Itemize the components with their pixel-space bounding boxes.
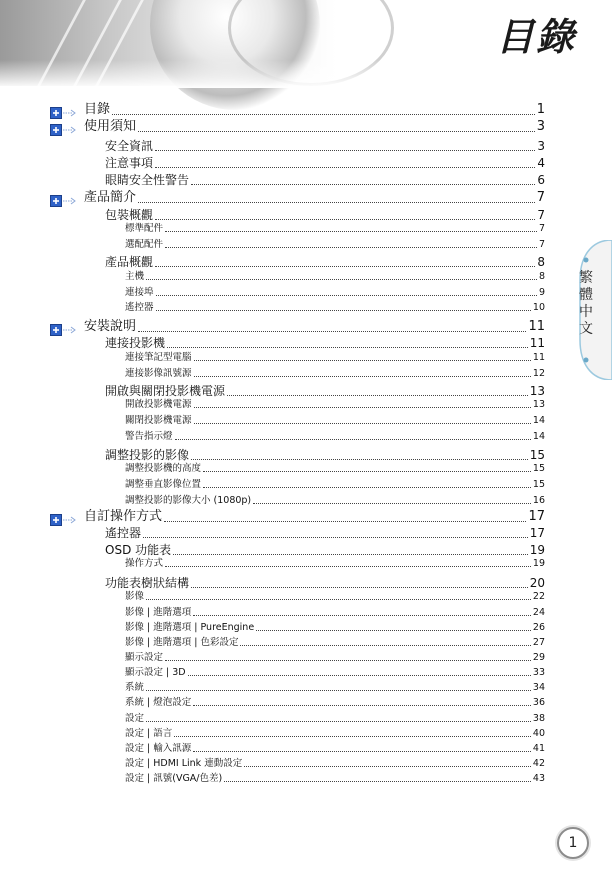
toc-entry[interactable] [0, 318, 612, 335]
toc-entry-title: 設定 | 語言 [125, 728, 173, 739]
toc-entry[interactable] [0, 727, 612, 740]
toc-entry[interactable] [0, 590, 612, 603]
toc-entry-page: 1 [536, 102, 545, 117]
toc-entry[interactable] [0, 222, 612, 235]
toc-entry-page: 7 [538, 239, 545, 250]
toc-entry-page: 38 [532, 713, 545, 724]
toc-entry[interactable] [0, 238, 612, 251]
toc-entry-title: 設定 | 輸入訊源 [125, 743, 192, 754]
toc-entry[interactable] [0, 367, 612, 380]
toc-entry[interactable] [0, 666, 612, 679]
toc-entry-page: 12 [532, 368, 545, 379]
toc-entry-page: 43 [532, 773, 545, 784]
toc-leader-dots [191, 459, 528, 460]
toc-entry[interactable] [0, 383, 612, 399]
toc-entry-title: 設定 [125, 713, 145, 724]
toc-leader-dots [165, 231, 537, 232]
toc-entry[interactable] [0, 101, 612, 118]
toc-entry-title: 功能表樹狀結構 [105, 576, 190, 590]
toc-entry[interactable] [0, 254, 612, 270]
toc-entry-page: 15 [532, 479, 545, 490]
toc-leader-dots [175, 439, 531, 440]
expand-plus-icon [50, 511, 76, 523]
toc-leader-dots [174, 736, 531, 737]
toc-entry-page: 27 [532, 637, 545, 648]
toc-leader-dots [156, 295, 537, 296]
toc-entry-title: 設定 | HDMI Link 連動設定 [125, 758, 243, 769]
toc-entry-page: 26 [532, 622, 545, 633]
toc-entry[interactable] [0, 138, 612, 154]
toc-leader-dots [164, 521, 526, 522]
toc-entry-page: 3 [536, 119, 545, 134]
page-title: 目錄 [495, 15, 576, 59]
toc-entry[interactable] [0, 557, 612, 570]
toc-entry-page: 29 [532, 652, 545, 663]
toc-entry-title: 調整投影機的高度 [125, 463, 202, 474]
toc-entry-page: 10 [532, 302, 545, 313]
toc-entry-page: 7 [537, 208, 545, 222]
toc-entry-title: 顯示設定 | 3D [125, 667, 186, 678]
toc-entry-title: 選配配件 [125, 239, 164, 250]
toc-entry[interactable] [0, 606, 612, 619]
toc-entry[interactable] [0, 478, 612, 491]
toc-entry-title: 標準配件 [125, 223, 164, 234]
toc-entry-title: 注意事項 [105, 156, 154, 170]
toc-entry[interactable] [0, 189, 612, 206]
toc-entry-page: 9 [538, 287, 545, 298]
toc-entry-title: 影像 | 進階選項 | 色彩設定 [125, 637, 239, 648]
toc-leader-dots [165, 566, 531, 567]
toc-entry-page: 24 [532, 607, 545, 618]
toc-leader-dots [155, 266, 535, 267]
toc-entry-page: 7 [538, 223, 545, 234]
banner-fade [0, 60, 612, 88]
toc-entry-title: 遙控器 [125, 302, 154, 313]
toc-entry-title: 主機 [125, 271, 145, 282]
toc-entry-title: 使用須知 [84, 119, 137, 134]
toc-entry-title: 調整投影的影像大小 (1080p) [125, 495, 252, 506]
toc-leader-dots [188, 675, 531, 676]
toc-entry-title: 安全資訊 [105, 139, 154, 153]
toc-entry-page: 16 [532, 495, 545, 506]
toc-entry-page: 34 [532, 682, 545, 693]
toc-entry-title: 設定 | 訊號(VGA/色差) [125, 773, 223, 784]
toc-leader-dots [194, 407, 531, 408]
toc-entry-title: 開啟投影機電源 [125, 399, 192, 410]
toc-leader-dots [227, 395, 528, 396]
toc-entry-title: 影像 | 進階選項 [125, 607, 192, 618]
toc-entry-page: 36 [532, 697, 545, 708]
toc-entry[interactable] [0, 155, 612, 171]
toc-leader-dots [194, 360, 531, 361]
toc-entry-page: 6 [537, 173, 545, 187]
toc-entry-title: 目錄 [84, 102, 111, 117]
toc-entry-page: 17 [529, 526, 545, 540]
toc-leader-dots [156, 310, 531, 311]
expand-plus-icon [50, 121, 76, 133]
toc-entry-page: 13 [532, 399, 545, 410]
toc-leader-dots [240, 645, 531, 646]
toc-entry-page: 13 [529, 384, 545, 398]
toc-leader-dots [138, 331, 526, 332]
toc-entry-page: 42 [532, 758, 545, 769]
toc-entry[interactable] [0, 270, 612, 283]
toc-entry[interactable] [0, 301, 612, 314]
toc-entry[interactable] [0, 414, 612, 427]
toc-entry[interactable] [0, 494, 612, 507]
toc-entry-title: 遙控器 [105, 526, 142, 540]
toc-entry[interactable] [0, 575, 612, 591]
toc-leader-dots [155, 167, 535, 168]
toc-entry-title: 警告指示燈 [125, 431, 173, 442]
toc-leader-dots [165, 660, 531, 661]
toc-entry[interactable] [0, 772, 612, 785]
toc-entry-page: 41 [532, 743, 545, 754]
toc-entry-page: 40 [532, 728, 545, 739]
toc-leader-dots [203, 487, 531, 488]
toc-entry-page: 19 [532, 558, 545, 569]
toc-entry[interactable] [0, 712, 612, 725]
toc-leader-dots [146, 279, 537, 280]
toc-entry-title: 影像 [125, 591, 145, 602]
toc-entry-title: 關閉投影機電源 [125, 415, 192, 426]
page-number: 1 [557, 827, 589, 859]
toc-entry-title: OSD 功能表 [105, 543, 172, 557]
expand-plus-icon [50, 192, 76, 204]
toc-entry-page: 14 [532, 415, 545, 426]
toc-entry-title: 產品概觀 [105, 255, 154, 269]
toc-entry[interactable] [0, 696, 612, 709]
toc-entry-title: 系統 | 燈泡設定 [125, 697, 192, 708]
toc-leader-dots [143, 537, 528, 538]
toc-leader-dots [256, 630, 531, 631]
toc-leader-dots [253, 503, 531, 504]
toc-entry[interactable] [0, 118, 612, 135]
toc-leader-dots [224, 781, 531, 782]
toc-entry[interactable] [0, 508, 612, 525]
toc-leader-dots [112, 114, 535, 115]
toc-entry-title: 包裝概觀 [105, 208, 154, 222]
toc-entry-title: 產品簡介 [84, 190, 137, 205]
toc-leader-dots [155, 150, 535, 151]
toc-entry[interactable] [0, 757, 612, 770]
side-tab-label: 繁體中文 [579, 270, 593, 337]
toc-entry-page: 22 [532, 591, 545, 602]
language-side-tab [560, 240, 612, 380]
toc-entry-title: 安裝說明 [84, 319, 137, 334]
toc-entry-title: 調整投影的影像 [105, 448, 190, 462]
expand-plus-icon [50, 321, 76, 333]
toc-leader-dots [194, 423, 531, 424]
toc-entry[interactable] [0, 525, 612, 541]
toc-entry-title: 連接影像訊號源 [125, 368, 192, 379]
toc-entry-page: 4 [537, 156, 545, 170]
toc-entry[interactable] [0, 286, 612, 299]
toc-leader-dots [138, 202, 535, 203]
toc-entry[interactable] [0, 447, 612, 463]
toc-entry-title: 系統 [125, 682, 145, 693]
toc-entry[interactable] [0, 636, 612, 649]
toc-entry-page: 14 [532, 431, 545, 442]
toc-entry[interactable] [0, 335, 612, 351]
toc-entry-title: 連接投影機 [105, 336, 166, 350]
toc-entry-page: 11 [532, 352, 545, 363]
toc-leader-dots [146, 690, 531, 691]
toc-leader-dots [173, 554, 528, 555]
toc-leader-dots [193, 615, 531, 616]
toc-entry-page: 11 [528, 319, 545, 334]
toc-entry-page: 17 [528, 509, 545, 524]
toc-entry-page: 7 [536, 190, 545, 205]
toc-entry[interactable] [0, 542, 612, 558]
toc-leader-dots [146, 721, 531, 722]
toc-entry[interactable] [0, 351, 612, 364]
toc-entry-title: 操作方式 [125, 558, 164, 569]
toc-entry[interactable] [0, 430, 612, 443]
toc-leader-dots [167, 347, 528, 348]
toc-entry-page: 33 [532, 667, 545, 678]
toc-leader-dots [244, 766, 531, 767]
toc-leader-dots [203, 471, 531, 472]
toc-entry[interactable] [0, 742, 612, 755]
toc-entry-page: 20 [529, 576, 545, 590]
toc-entry-page: 19 [529, 543, 545, 557]
toc-entry-title: 自訂操作方式 [84, 509, 163, 524]
toc-entry-page: 8 [537, 255, 545, 269]
toc-leader-dots [193, 751, 531, 752]
toc-entry-title: 連接筆記型電腦 [125, 352, 192, 363]
toc-entry[interactable] [0, 651, 612, 664]
toc-entry[interactable] [0, 398, 612, 411]
toc-leader-dots [191, 587, 528, 588]
toc-leader-dots [138, 131, 535, 132]
toc-entry[interactable] [0, 207, 612, 223]
toc-leader-dots [191, 184, 535, 185]
toc-entry-title: 眼睛安全性警告 [105, 173, 190, 187]
toc-entry-title: 開啟與關閉投影機電源 [105, 384, 226, 398]
toc-entry[interactable] [0, 681, 612, 694]
toc-entry-title: 調整垂直影像位置 [125, 479, 202, 490]
expand-plus-icon [50, 104, 76, 116]
toc-leader-dots [146, 599, 531, 600]
toc-entry-title: 影像 | 進階選項 | PureEngine [125, 622, 255, 633]
toc-leader-dots [194, 376, 531, 377]
toc-entry[interactable] [0, 462, 612, 475]
toc-entry-title: 顯示設定 [125, 652, 164, 663]
toc-leader-dots [165, 247, 537, 248]
toc-entry-page: 15 [532, 463, 545, 474]
toc-entry-page: 8 [538, 271, 545, 282]
toc-leader-dots [193, 705, 531, 706]
toc-entry-title: 連接埠 [125, 287, 154, 298]
toc-entry[interactable] [0, 172, 612, 188]
toc-leader-dots [155, 219, 535, 220]
toc-entry-page: 15 [529, 448, 545, 462]
toc-entry-page: 11 [529, 336, 545, 350]
toc-entry[interactable] [0, 621, 612, 634]
toc-entry-page: 3 [537, 139, 545, 153]
